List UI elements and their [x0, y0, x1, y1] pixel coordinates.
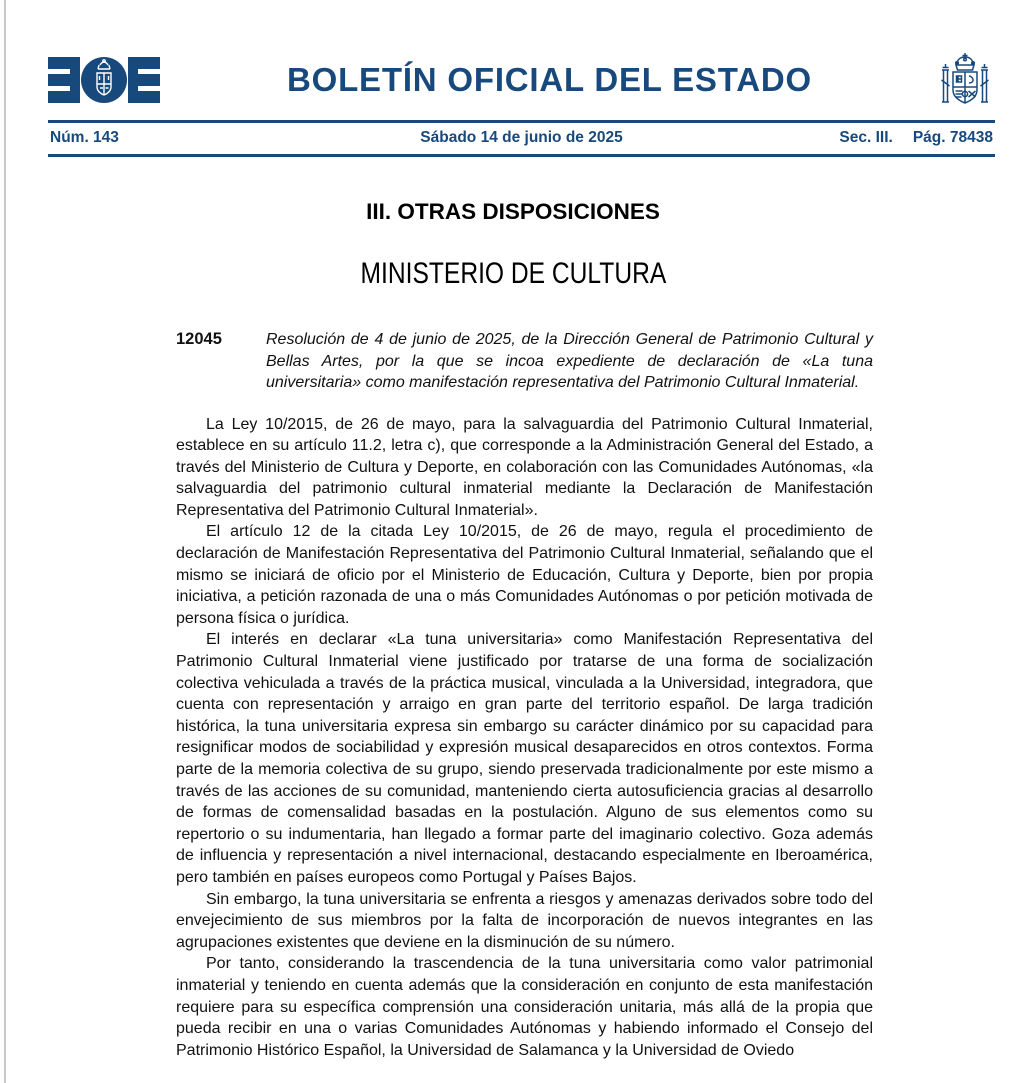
- item-summary: Resolución de 4 de junio de 2025, de la Dirección General de Patrimonio Cultural y Bellas Artes, por la que se incoa expediente de declaración de «La tuna universitaria» como manifestación representativa del Patrimonio Cultural Inmaterial.: [266, 331, 873, 391]
- paragraph: El artículo 12 de la citada Ley 10/2015, de 26 de mayo, regula el procedimiento de declaración de Manifestación Representativa del Patrimonio Cultural Inmaterial, señalando que el mismo se iniciará de oficio por el Ministerio de Educación, Cultura y Deporte, bien por propia iniciativa, a petición razonada de una o más Comunidades Autónomas o por petición motivada de persona física o jurídica.: [176, 523, 873, 627]
- page-left-edge: [4, 0, 6, 1083]
- paragraph: La Ley 10/2015, de 26 de mayo, para la salvaguardia del Patrimonio Cultural Inmaterial, establece en su artículo 11.2, letra c), que corresponde a la Administración General del Estado, a través del Ministerio de Cultura y Deporte, en colaboración con las Comunidades Autónomas, «la salvaguardia del patrimonio cultural inmaterial mediante la Declaración de Manifestación Representativa del Patrimonio Cultural Inmaterial».: [176, 415, 873, 519]
- gazette-title: BOLETÍN OFICIAL DEL ESTADO: [287, 61, 812, 98]
- issue-date: Sábado 14 de junio de 2025: [420, 129, 623, 146]
- ministry-heading: [0, 257, 1026, 291]
- section-page-ref: [623, 129, 993, 147]
- section-heading: III. OTRAS DISPOSICIONES: [366, 199, 660, 224]
- paragraph: Sin embargo, la tuna universitaria se enfrenta a riesgos y amenazas derivados sobre todo del envejecimiento de sus miembros por la falta de incorporación de nuevos integrantes en las agrupaciones existentes que deviene en la disminución de su número.: [176, 890, 873, 951]
- issue-info-bar: [48, 120, 995, 157]
- page-ref: Pág. 78438: [912, 129, 993, 146]
- spain-coat-of-arms-icon: [936, 50, 996, 110]
- paragraph: Por tanto, considerando la trascendencia de la tuna universitaria como valor patrimonial inmaterial y teniendo en cuenta además que la consideración en conjunto de esta manifestación requiere para su específica comprensión una consideración unitaria, más allá de la propia que pueda recibir en una o varias Comunidades Autónomas y habiendo informado el Consejo del Patrimonio Histórico Español, la Universidad de Salamanca y la Universidad de Oviedo: [176, 955, 873, 1059]
- issue-number: Núm. 143: [50, 129, 119, 146]
- disposition-article: [176, 329, 873, 1061]
- article-body: [176, 414, 873, 1062]
- ministry-heading-text: MINISTERIO DE CULTURA: [360, 257, 666, 290]
- boe-logo: [48, 57, 163, 103]
- item-number: 12045: [176, 330, 222, 348]
- boe-logo-icon: [48, 57, 160, 103]
- masthead: [0, 0, 1026, 120]
- item-header: [176, 329, 873, 394]
- paragraph: El interés en declarar «La tuna universitaria» como Manifestación Representativa del Patrimonio Cultural Inmaterial viene justificado por tratarse de una forma de socialización colectiva vehiculada a través de la práctica musical, vinculada a la Universidad, integradora, que cuenta con representación y arraigo en gran parte del territorio español. De larga tradición histórica, la tuna universitaria expresa sin embargo su carácter dinámico por su capacidad para resignificar modos de sociabilidad y expresión musical desaparecidos en otros contextos. Forma parte de la memoria colectiva de su grupo, siendo preservada tradicionalmente por este mismo a través de las acciones de su comunidad, manteniendo cierta autosuficiencia gracias al desarrollo de formas de comensalidad basadas en la postulación. Alguno de sus elementos como su repertorio o su indumentaria, han llegado a formar parte del imaginario colectivo. Goza además de influencia y representación a nivel internacional, destacando especialmente en Iberoamérica, pero también en países europeos como Portugal y Países Bajos.: [176, 631, 873, 886]
- section-ref: Sec. III.: [839, 129, 893, 146]
